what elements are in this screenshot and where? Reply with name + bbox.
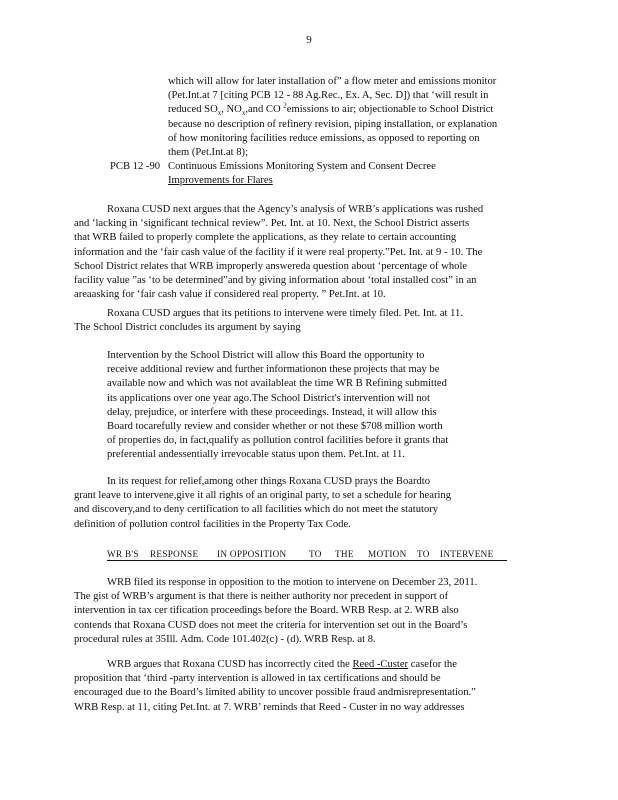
heading-word: TO <box>417 549 430 559</box>
paragraph-line: intervention in tax cer tification proceedings before the Board. WRB Resp. at 2. WRB also <box>74 605 459 617</box>
quote-line: Intervention by the School District will allow this Board the opportunity to <box>107 350 425 361</box>
paragraph-line: The School District concludes its argument by saying <box>74 322 301 334</box>
quote-line: its applications over one year ago.The School District's intervention will not <box>107 392 430 404</box>
pcb-item-description <box>168 160 436 188</box>
pcb-description-underlined: Improvements for Flares <box>168 175 273 187</box>
quote-line: because no description of refinery revision, piping installation, or explanation <box>168 118 498 130</box>
quote-line: receive additional review and further informationon these projects that may be <box>107 364 440 376</box>
heading-word: RESPONSE <box>150 549 199 559</box>
paragraph-line: WRB filed its response in opposition to the motion to intervene on December 23, 2011. <box>107 577 478 588</box>
heading-word: MOTION <box>368 549 407 559</box>
case-name-reed-custer: Reed -Custer <box>352 659 409 670</box>
pcb-description-line: Continuous Emissions Monitoring System and Consent Decree <box>168 161 436 172</box>
pcb-item <box>110 160 160 174</box>
paragraph-reed-custer <box>74 658 544 715</box>
heading-word: IN OPPOSITION <box>217 549 287 559</box>
heading-word: WR B'S <box>107 549 139 559</box>
quote-line: delay, prejudice, or interfere with these proceedings. Instead, it will allow this <box>107 406 437 418</box>
paragraph-line: School District relates that WRB improperly answereda question about ‘percentage of whole <box>74 260 468 272</box>
paragraph-request-relief <box>74 475 544 532</box>
paragraph-line: WRB Resp. at 11, citing Pet.Int. at 7. WRB’ reminds that Reed - Custer in no way addresses <box>74 701 465 713</box>
quote-line: (Pet.Int.at 7 [citing PCB 12 - 88 Ag.Rec., Ex. A, Sec. D]) that ‘will result in <box>168 90 489 102</box>
paragraph-line: Roxana CUSD argues that its petitions to intervene were timely filed. Pet. Int. at 11. <box>107 308 463 319</box>
paragraph-line: contends that Roxana CUSD does not meet the criteria for intervention set out in the Board’s <box>74 619 468 631</box>
paragraph-line: Roxana CUSD next argues that the Agency’s analysis of WRB’s applications was rushed <box>107 204 484 215</box>
quote-line: of how monitoring facilities reduce emissions, as opposed to reporting on <box>168 132 480 144</box>
paragraph-line: and discovery,and to deny certification to all facilities which do not meet the statutory <box>74 504 439 516</box>
quote-line: preferential andessentially irrevocable status upon them. Pet.Int. at 11. <box>107 449 405 461</box>
quote-line: which will allow for later installation of” a flow meter and emissions monitor <box>168 76 497 87</box>
quote-line: available now and which was not availableat the time WR B Refining submitted <box>107 378 447 390</box>
page-number: 9 <box>306 34 312 46</box>
paragraph-line: facility value ”as ‘to be determined”and by giving information about ‘total installed cost” in an <box>74 274 477 286</box>
paragraph-line: encouraged due to the Board’s limited ability to uncover possible fraud andmisrepresentation.” <box>74 687 476 699</box>
paragraph-line: and ‘lacking in ‘significant technical review”. Pet. Int. at 10. Next, the School District asserts <box>74 218 470 230</box>
paragraph-line: WRB argues that Roxana CUSD has incorrectly cited the Reed -Custer casefor the <box>107 659 457 670</box>
quote-line: reduced $SO_x$, $NO_x,and$ CO $^2$emissions to air; objectionable to School District <box>168 101 494 118</box>
paragraph-line: areaasking for ‘fair cash value if considered real property. ” Pet.Int. at 10. <box>74 289 386 301</box>
heading-word: THE <box>335 549 354 559</box>
paragraph-line: grant leave to intervene,give it all rights of an original party, to set a schedule for hearing <box>74 490 452 502</box>
paragraph-petitions-timely <box>74 307 544 335</box>
paragraph-agency-analysis <box>74 203 544 302</box>
heading-word: TO <box>309 549 322 559</box>
block-quote-emissions <box>168 75 538 160</box>
paragraph-line: information and the ‘fair cash value of the facility if it were real property.”Pet. Int. at 9 - 10. The <box>74 246 483 258</box>
heading-word: INTERVENE <box>440 549 494 559</box>
quote-line: Board tocarefully review and consider whether or not these $708 million worth <box>107 420 443 432</box>
paragraph-line: proposition that ‘third -party intervention is allowed in tax certifications and should be <box>74 673 441 685</box>
pcb-label: PCB 12 -90 <box>110 161 161 172</box>
paragraph-line: In its request for relief,among other things Roxana CUSD prays the Boardto <box>107 476 431 487</box>
paragraph-line: definition of pollution control facilities in the Property Tax Code. <box>74 518 351 530</box>
paragraph-wrb-response <box>74 576 544 647</box>
block-quote-intervention <box>107 349 497 463</box>
section-heading <box>107 547 507 561</box>
paragraph-line: The gist of WRB’s argument is that there is neither authority nor precedent in support of <box>74 591 449 603</box>
quote-line: of properties do, in fact,qualify as pollution control facilities before it grants that <box>107 435 449 447</box>
paragraph-line: procedural rules at 35Ill. Adm. Code 101.402(c) - (d). WRB Resp. at 8. <box>74 633 376 645</box>
paragraph-line: that WRB failed to properly complete the applications, as they relate to certain accounting <box>74 232 457 244</box>
quote-line: them (Pet.Int.at 8); <box>168 146 249 158</box>
